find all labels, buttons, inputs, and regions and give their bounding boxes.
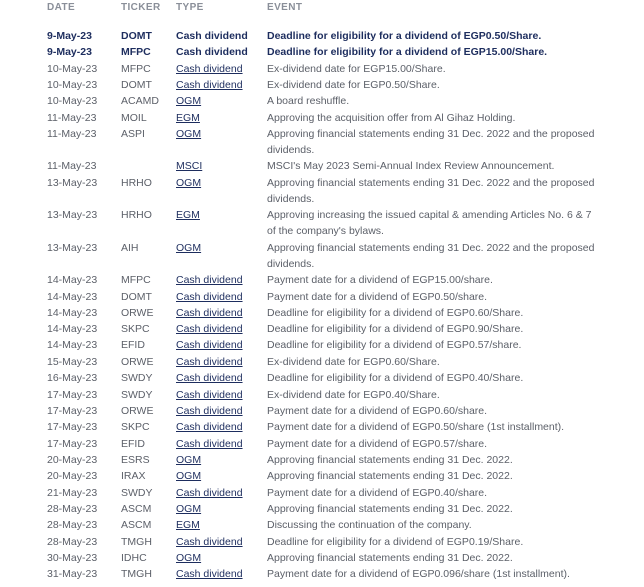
type-link[interactable]: Cash dividend <box>176 372 243 384</box>
date-cell: 13-May-23 <box>47 209 98 221</box>
event-cell: Approving financial statements ending 31 Dec. 2022. <box>267 503 513 515</box>
date-cell: 14-May-23 <box>47 307 98 319</box>
type-link[interactable]: OGM <box>176 177 202 189</box>
event-cell: Deadline for eligibility for a dividend of EGP0.57/share. <box>267 339 522 351</box>
ticker-cell: ASPI <box>121 128 145 140</box>
event-cell: Deadline for eligibility for a dividend of EGP0.19/Share. <box>267 536 524 548</box>
type-link[interactable]: Cash dividend <box>176 487 243 499</box>
type-link[interactable]: MSCI <box>176 160 203 172</box>
type-link[interactable]: Cash dividend <box>176 307 243 319</box>
date-cell: 14-May-23 <box>47 291 98 303</box>
ticker-cell: IRAX <box>121 470 146 482</box>
ticker-cell: MFPC <box>121 46 151 58</box>
type-link[interactable]: Cash dividend <box>176 323 243 335</box>
ticker-cell: TMGH <box>121 568 152 580</box>
type-link[interactable]: Cash dividend <box>176 421 243 433</box>
date-cell: 17-May-23 <box>47 405 98 417</box>
ticker-cell: ASCM <box>121 503 152 515</box>
ticker-cell: ASCM <box>121 519 152 531</box>
ticker-cell: DOMT <box>121 30 152 42</box>
ticker-cell: SKPC <box>121 323 150 335</box>
event-cell: Payment date for a dividend of EGP0.40/share. <box>267 487 488 499</box>
ticker-cell: EFID <box>121 438 145 450</box>
date-cell: 28-May-23 <box>47 536 98 548</box>
date-cell: 11-May-23 <box>47 160 97 172</box>
date-cell: 11-May-23 <box>47 112 97 124</box>
ticker-cell: MOIL <box>121 112 147 124</box>
type-link[interactable]: OGM <box>176 242 202 254</box>
date-cell: 10-May-23 <box>47 95 98 107</box>
event-cell: Deadline for eligibility for a dividend of EGP0.50/Share. <box>267 30 542 42</box>
event-cell: Discussing the continuation of the company. <box>267 519 472 531</box>
event-cell: Approving financial statements ending 31 Dec. 2022. <box>267 552 513 564</box>
date-cell: 14-May-23 <box>47 339 98 351</box>
type-link[interactable]: OGM <box>176 552 202 564</box>
ticker-cell: MFPC <box>121 274 151 286</box>
type-link[interactable]: Cash dividend <box>176 356 243 368</box>
event-cell: Payment date for a dividend of EGP0.60/share. <box>267 405 488 417</box>
ticker-cell: ORWE <box>121 356 154 368</box>
date-cell: 28-May-23 <box>47 519 98 531</box>
event-cell: Approving financial statements ending 31 Dec. 2022. <box>267 454 513 466</box>
ticker-cell: SKPC <box>121 421 150 433</box>
event-cell: MSCI's May 2023 Semi-Annual Index Review Announcement. <box>267 160 555 172</box>
type-link[interactable]: Cash dividend <box>176 405 243 417</box>
date-cell: 10-May-23 <box>47 63 98 75</box>
date-cell: 9-May-23 <box>47 30 92 42</box>
header-ticker: TICKER <box>121 2 161 13</box>
date-cell: 30-May-23 <box>47 552 98 564</box>
event-cell: Deadline for eligibility for a dividend of EGP0.60/Share. <box>267 307 524 319</box>
type-link[interactable]: OGM <box>176 503 202 515</box>
type-link[interactable]: Cash dividend <box>176 568 243 580</box>
ticker-cell: MFPC <box>121 63 151 75</box>
type-link[interactable]: OGM <box>176 128 202 140</box>
date-cell: 20-May-23 <box>47 454 98 466</box>
event-cell: Ex-dividend date for EGP0.50/Share. <box>267 79 440 91</box>
event-cell: Approving increasing the issued capital & amending Articles No. 6 & 7 of the company's bylaws. <box>267 209 592 238</box>
event-cell: Payment date for a dividend of EGP0.096/share (1st installment). <box>267 568 570 580</box>
date-cell: 11-May-23 <box>47 128 97 140</box>
date-cell: 16-May-23 <box>47 372 98 384</box>
type-link[interactable]: Cash dividend <box>176 46 248 58</box>
date-cell: 17-May-23 <box>47 438 98 450</box>
event-cell: A board reshuffle. <box>267 95 350 107</box>
header-type: TYPE <box>176 2 204 13</box>
event-cell: Approving financial statements ending 31 Dec. 2022. <box>267 470 513 482</box>
ticker-cell: SWDY <box>121 372 153 384</box>
event-cell: Approving financial statements ending 31 Dec. 2022 and the proposed dividends. <box>267 128 595 157</box>
type-link[interactable]: EGM <box>176 209 200 221</box>
event-cell: Deadline for eligibility for a dividend of EGP0.90/Share. <box>267 323 524 335</box>
type-link[interactable]: OGM <box>176 470 202 482</box>
type-link[interactable]: OGM <box>176 95 202 107</box>
ticker-cell: TMGH <box>121 536 152 548</box>
type-link[interactable]: Cash dividend <box>176 536 243 548</box>
type-link[interactable]: EGM <box>176 519 200 531</box>
type-link[interactable]: EGM <box>176 112 200 124</box>
ticker-cell: SWDY <box>121 487 153 499</box>
event-cell: Deadline for eligibility for a dividend of EGP0.40/Share. <box>267 372 524 384</box>
ticker-cell: ORWE <box>121 307 154 319</box>
ticker-cell: ORWE <box>121 405 154 417</box>
ticker-cell: ACAMD <box>121 95 159 107</box>
ticker-cell: DOMT <box>121 291 152 303</box>
type-link[interactable]: Cash dividend <box>176 339 243 351</box>
date-cell: 21-May-23 <box>47 487 98 499</box>
ticker-cell: HRHO <box>121 177 152 189</box>
event-cell: Approving financial statements ending 31 Dec. 2022 and the proposed dividends. <box>267 242 595 271</box>
type-link[interactable]: Cash dividend <box>176 274 243 286</box>
event-cell: Payment date for a dividend of EGP0.50/share (1st installment). <box>267 421 565 433</box>
event-cell: Approving financial statements ending 31 Dec. 2022 and the proposed dividends. <box>267 177 595 206</box>
date-cell: 14-May-23 <box>47 323 98 335</box>
event-cell: Approving the acquisition offer from Al Gihaz Holding. <box>267 112 516 124</box>
type-link[interactable]: Cash dividend <box>176 79 243 91</box>
date-cell: 13-May-23 <box>47 242 98 254</box>
event-cell: Ex-dividend date for EGP0.60/Share. <box>267 356 440 368</box>
ticker-cell: ESRS <box>121 454 150 466</box>
date-cell: 20-May-23 <box>47 470 98 482</box>
ticker-cell: SWDY <box>121 389 153 401</box>
ticker-cell: EFID <box>121 339 145 351</box>
ticker-cell: AIH <box>121 242 139 254</box>
event-cell: Deadline for eligibility for a dividend of EGP15.00/Share. <box>267 46 548 58</box>
date-cell: 9-May-23 <box>47 46 92 58</box>
type-link[interactable]: Cash dividend <box>176 63 243 75</box>
date-cell: 28-May-23 <box>47 503 98 515</box>
date-cell: 13-May-23 <box>47 177 98 189</box>
date-cell: 15-May-23 <box>47 356 98 368</box>
event-cell: Ex-dividend date for EGP0.40/Share. <box>267 389 440 401</box>
date-cell: 17-May-23 <box>47 389 98 401</box>
event-cell: Payment date for a dividend of EGP15.00/share. <box>267 274 493 286</box>
date-cell: 31-May-23 <box>47 568 98 580</box>
date-cell: 14-May-23 <box>47 274 98 286</box>
ticker-cell: DOMT <box>121 79 152 91</box>
header-date: DATE <box>47 2 76 13</box>
ticker-cell: IDHC <box>121 552 147 564</box>
type-link[interactable]: OGM <box>176 454 202 466</box>
event-cell: Ex-dividend date for EGP15.00/Share. <box>267 63 446 75</box>
type-link[interactable]: Cash dividend <box>176 389 243 401</box>
date-cell: 10-May-23 <box>47 79 98 91</box>
date-cell: 17-May-23 <box>47 421 98 433</box>
header-event: EVENT <box>267 2 303 13</box>
type-link[interactable]: Cash dividend <box>176 438 243 450</box>
event-cell: Payment date for a dividend of EGP0.50/share. <box>267 291 488 303</box>
type-link[interactable]: Cash dividend <box>176 291 243 303</box>
type-link[interactable]: Cash dividend <box>176 30 248 42</box>
ticker-cell: HRHO <box>121 209 152 221</box>
event-cell: Payment date for a dividend of EGP0.57/share. <box>267 438 488 450</box>
